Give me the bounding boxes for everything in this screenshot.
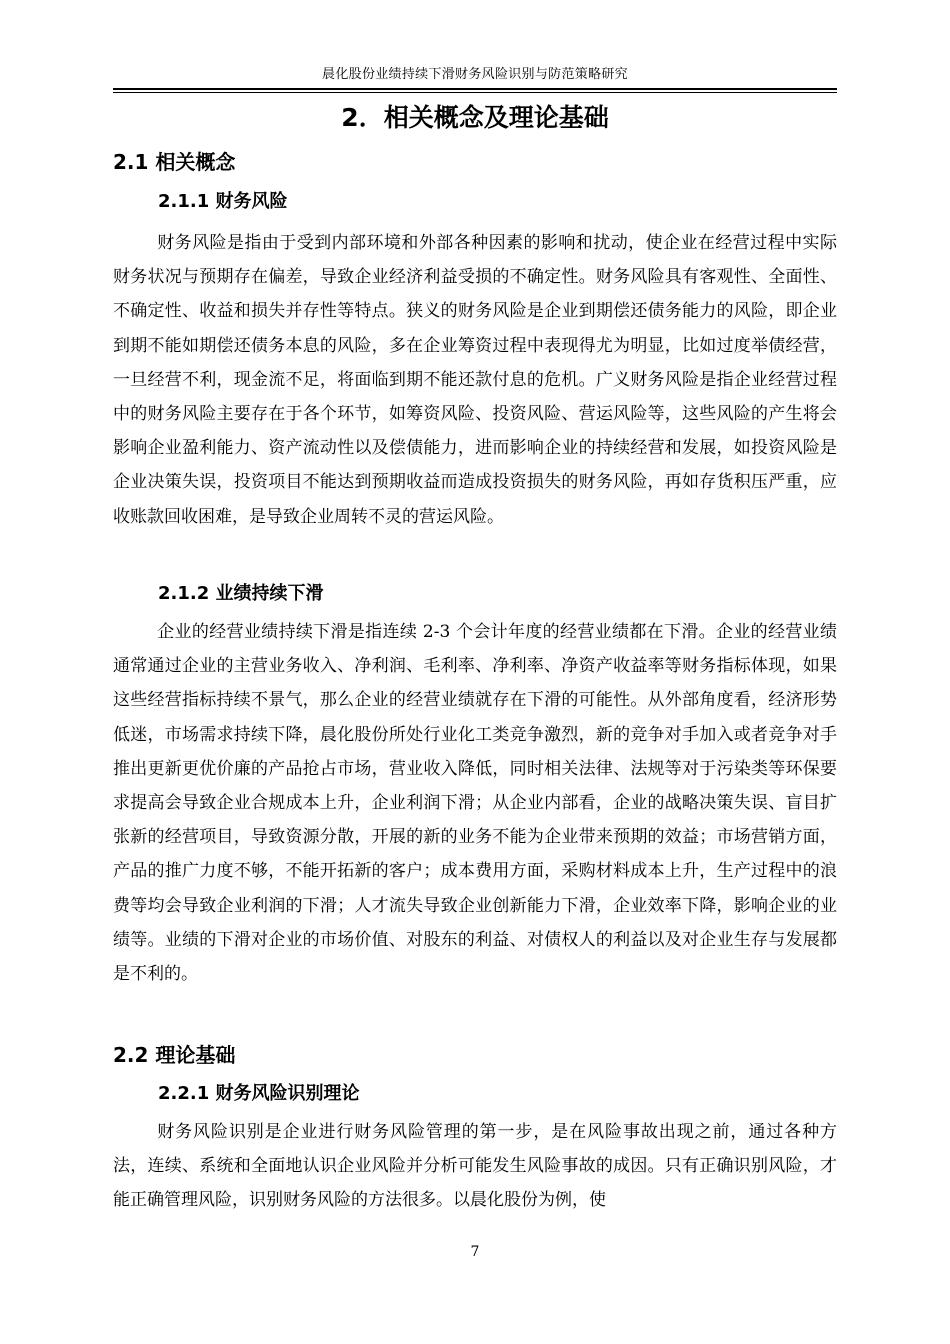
chapter-title: 2．相关概念及理论基础 <box>341 103 609 132</box>
subsection-heading-2-1-1: 2.1.1 财务风险 <box>158 191 288 212</box>
section-heading-2-2: 2.2 理论基础 <box>113 1043 236 1067</box>
paragraph-financial-risk: 财务风险是指由于受到内部环境和外部各种因素的影响和扰动，使企业在经营过程中实际财务状况与预期存在偏差，导致企业经济利益受损的不确定性。财务风险具有客观性、全面性、不确定性、收益和损失并存性等特点。狭义的财务风险是企业到期偿还债务能力的风险，即企业到期不能如期偿还债务本息的风险，多在企业筹资过程中表现得尤为明显，比如过度举债经营，一旦经营不利，现金流不足，将面临到期不能还款付息的危机。广义财务风险是指企业经营过程中的财务风险主要存在于各个环节，如筹资风险、投资风险、营运风险等，这些风险的产生将会影响企业盈利能力、资产流动性以及偿债能力，进而影响企业的持续经营和发展，如投资风险是企业决策失误，投资项目不能达到预期收益而造成投资损失的财务风险，再如存货积压严重，应收账款回收困难，是导致企业周转不灵的营运风险。 <box>113 233 837 527</box>
subsection-heading-2-2-1: 2.2.1 财务风险识别理论 <box>158 1083 360 1104</box>
paragraph-performance-decline: 企业的经营业绩持续下滑是指连续 2-3 个会计年度的经营业绩都在下滑。企业的经营业绩通常通过企业的主营业务收入、净利润、毛利率、净利率、净资产收益率等财务指标体现，如果这些经营指标持续不景气，那么企业的经营业绩就存在下滑的可能性。从外部角度看，经济形势低迷，市场需求持续下降，晨化股份所处行业化工类竞争激烈，新的竞争对手加入或者竞争对手推出更新更优价廉的产品抢占市场，营业收入降低，同时相关法律、法规等对于污染类等环保要求提高会导致企业合规成本上升，企业利润下滑；从企业内部看，企业的战略决策失误、盲目扩张新的经营项目，导致资源分散，开展的新的业务不能为企业带来预期的效益；市场营销方面，产品的推广力度不够，不能开拓新的客户；成本费用方面，采购材料成本上升，生产过程中的浪费等均会导致企业利润的下滑；人才流失导致企业创新能力下滑，企业效率下降，影响企业的业绩等。业绩的下滑对企业的市场价值、对股东的利益、对债权人的利益以及对企业生存与发展都是不利的。 <box>113 622 837 985</box>
running-header: 晨化股份业绩持续下滑财务风险识别与防范策略研究 <box>322 67 628 82</box>
header-rule <box>113 88 837 93</box>
page-number: 7 <box>470 1244 480 1260</box>
section-heading-2-1: 2.1 相关概念 <box>113 150 236 174</box>
paragraph-risk-identification: 财务风险识别是企业进行财务风险管理的第一步，是在风险事故出现之前，通过各种方法，连续、系统和全面地认识企业风险并分析可能发生风险事故的成因。只有正确识别风险，才能正确管理风险，识别财务风险的方法很多。以晨化股份为例，使 <box>113 1122 837 1211</box>
subsection-heading-2-1-2: 2.1.2 业绩持续下滑 <box>158 583 324 604</box>
